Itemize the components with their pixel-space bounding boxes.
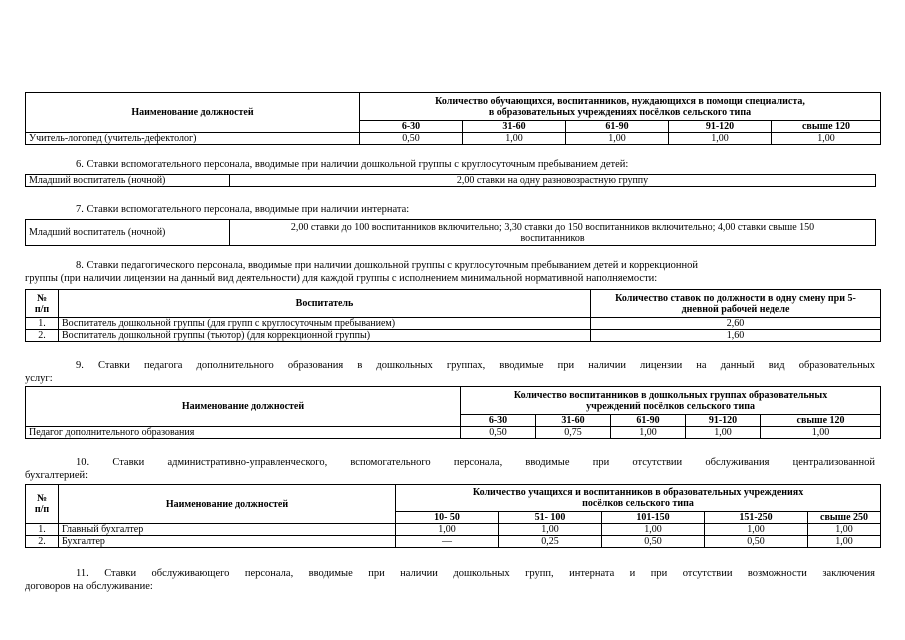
t6-col: свыше 250 xyxy=(808,512,881,524)
t1-row-name: Учитель-логопед (учитель-дефектолог) xyxy=(26,133,360,145)
t6-cell: 1,00 xyxy=(499,524,602,536)
t6-name: Главный бухгалтер xyxy=(59,524,396,536)
t5-row-name: Педагог дополнительного образования xyxy=(26,427,461,439)
t5-header-name: Наименование должностей xyxy=(26,387,461,427)
t1-cell: 1,00 xyxy=(669,133,772,145)
t6-col: 10- 50 xyxy=(396,512,499,524)
t5-col: свыше 120 xyxy=(761,415,881,427)
t4-name: Воспитатель дошкольной группы (тьютор) (для коррекционной группы) xyxy=(59,330,591,342)
t4-header-num-1: № xyxy=(36,292,48,304)
t4-header-name: Воспитатель xyxy=(59,290,591,318)
t4-header-num xyxy=(26,290,59,318)
t6-num: 2. xyxy=(26,536,59,548)
table-row xyxy=(26,330,881,342)
t5-cell: 0,50 xyxy=(461,427,536,439)
table-row xyxy=(26,318,881,330)
t4-header-num-2: п/п xyxy=(34,303,50,315)
t1-header-name: Наименование должностей xyxy=(26,93,360,133)
paragraph-10-line1: 10. Ставки административно-управленческого, вспомогательного персонала, вводимые при отсутствии обслуживания централизованной xyxy=(76,457,875,468)
t6-header-num xyxy=(26,485,59,524)
table-row xyxy=(26,536,881,548)
t6-col: 151-250 xyxy=(705,512,808,524)
t3-name: Младший воспитатель (ночной) xyxy=(26,220,230,246)
t6-cell: 1,00 xyxy=(705,524,808,536)
table-row xyxy=(26,133,881,145)
t5-cell: 0,75 xyxy=(536,427,611,439)
paragraph-9-line1: 9. Ставки педагога дополнительного образования в дошкольных группах, вводимые при наличии лицензии на данный вид образовательных xyxy=(76,360,875,371)
t6-col: 51- 100 xyxy=(499,512,602,524)
paragraph-6: 6. Ставки вспомогательного персонала, вводимые при наличии дошкольной группы с круглосуточным пребыванием детей: xyxy=(76,159,629,170)
t5-col: 61-90 xyxy=(611,415,686,427)
t4-num: 2. xyxy=(26,330,59,342)
t1-cell: 1,00 xyxy=(566,133,669,145)
t1-col: 91-120 xyxy=(669,121,772,133)
t6-cell: 0,50 xyxy=(705,536,808,548)
t4-num: 1. xyxy=(26,318,59,330)
t6-cell: 1,00 xyxy=(808,524,881,536)
paragraph-11-line2: договоров на обслуживание: xyxy=(25,581,153,592)
paragraph-7: 7. Ставки вспомогательного персонала, вводимые при наличии интерната: xyxy=(76,204,410,215)
t6-cell: 1,00 xyxy=(602,524,705,536)
t4-header-qty xyxy=(591,290,881,318)
t6-col: 101-150 xyxy=(602,512,705,524)
t6-num: 1. xyxy=(26,524,59,536)
t3-value-line2: воспитанников xyxy=(520,232,585,244)
t3-value-line1: 2,00 ставки до 100 воспитанников включительно; 3,30 ставки до 150 воспитанников включительно; 4,00 ставки свыше 150 xyxy=(290,221,815,233)
t5-header-qty-1: Количество воспитанников в дошкольных группах образовательных xyxy=(513,389,828,401)
t6-cell: 1,00 xyxy=(808,536,881,548)
t5-header-qty xyxy=(461,387,881,415)
t1-cell: 0,50 xyxy=(360,133,463,145)
t4-value: 2,60 xyxy=(591,318,881,330)
table-row xyxy=(26,524,881,536)
t5-cell: 1,00 xyxy=(761,427,881,439)
t6-header-qty-2: посёлков сельского типа xyxy=(582,498,694,509)
t1-header-qty-line1: Количество обучающихся, воспитанников, нуждающихся в помощи специалиста, xyxy=(435,95,805,107)
t6-header-num-1: № xyxy=(36,493,48,504)
t1-col: свыше 120 xyxy=(772,121,881,133)
t6-header-qty xyxy=(396,485,881,512)
t6-cell: 1,00 xyxy=(396,524,499,536)
t4-header-qty-2: дневной рабочей неделе xyxy=(681,303,790,315)
paragraph-8-line1: 8. Ставки педагогического персонала, вводимые при наличии дошкольной группы с круглосуточным пребыванием детей и коррекционной xyxy=(76,260,698,271)
t1-header-qty xyxy=(360,93,881,121)
t5-col: 6-30 xyxy=(461,415,536,427)
paragraph-11-line1: 11. Ставки обслуживающего персонала, вводимые при наличии дошкольных групп, интерната и при отсутствии возможности заключения xyxy=(76,568,875,579)
t4-value: 1,60 xyxy=(591,330,881,342)
table-row xyxy=(26,427,881,439)
t6-name: Бухгалтер xyxy=(59,536,396,548)
t1-cell: 1,00 xyxy=(463,133,566,145)
t5-col: 31-60 xyxy=(536,415,611,427)
educator-rates-table xyxy=(25,289,881,342)
paragraph-9-line2: услуг: xyxy=(25,373,53,384)
t3-value xyxy=(230,220,876,246)
boarding-assistant-table xyxy=(25,219,876,246)
specialist-rates-table xyxy=(25,92,881,145)
t5-col: 91-120 xyxy=(686,415,761,427)
t1-col: 61-90 xyxy=(566,121,669,133)
t1-col: 6-30 xyxy=(360,121,463,133)
t6-header-qty-1: Количество учащихся и воспитанников в образовательных учреждениях xyxy=(472,487,804,498)
t6-cell: 0,50 xyxy=(602,536,705,548)
night-assistant-table xyxy=(25,174,876,187)
t4-name: Воспитатель дошкольной группы (для групп с круглосуточным пребыванием) xyxy=(59,318,591,330)
t2-value: 2,00 ставки на одну разновозрастную группу xyxy=(230,175,876,187)
accounting-staff-table xyxy=(25,484,881,548)
paragraph-10-line2: бухгалтерией: xyxy=(25,470,89,481)
t2-name: Младший воспитатель (ночной) xyxy=(26,175,230,187)
t5-cell: 1,00 xyxy=(611,427,686,439)
t1-header-qty-line2: в образовательных учреждениях посёлков сельского типа xyxy=(488,106,752,118)
t4-header-qty-1: Количество ставок по должности в одну смену при 5- xyxy=(615,292,856,304)
t1-col: 31-60 xyxy=(463,121,566,133)
t5-header-qty-2: учреждений посёлков сельского типа xyxy=(586,400,755,412)
t5-cell: 1,00 xyxy=(686,427,761,439)
t6-header-num-2: п/п xyxy=(34,504,50,515)
paragraph-8-line2: группы (при наличии лицензии на данный вид деятельности) для каждой группы с исполнением минимальной нормативной наполняемости: xyxy=(25,273,658,284)
t1-cell: 1,00 xyxy=(772,133,881,145)
t6-header-name: Наименование должностей xyxy=(59,485,396,524)
t6-cell: — xyxy=(396,536,499,548)
extra-education-table xyxy=(25,386,881,439)
t6-cell: 0,25 xyxy=(499,536,602,548)
